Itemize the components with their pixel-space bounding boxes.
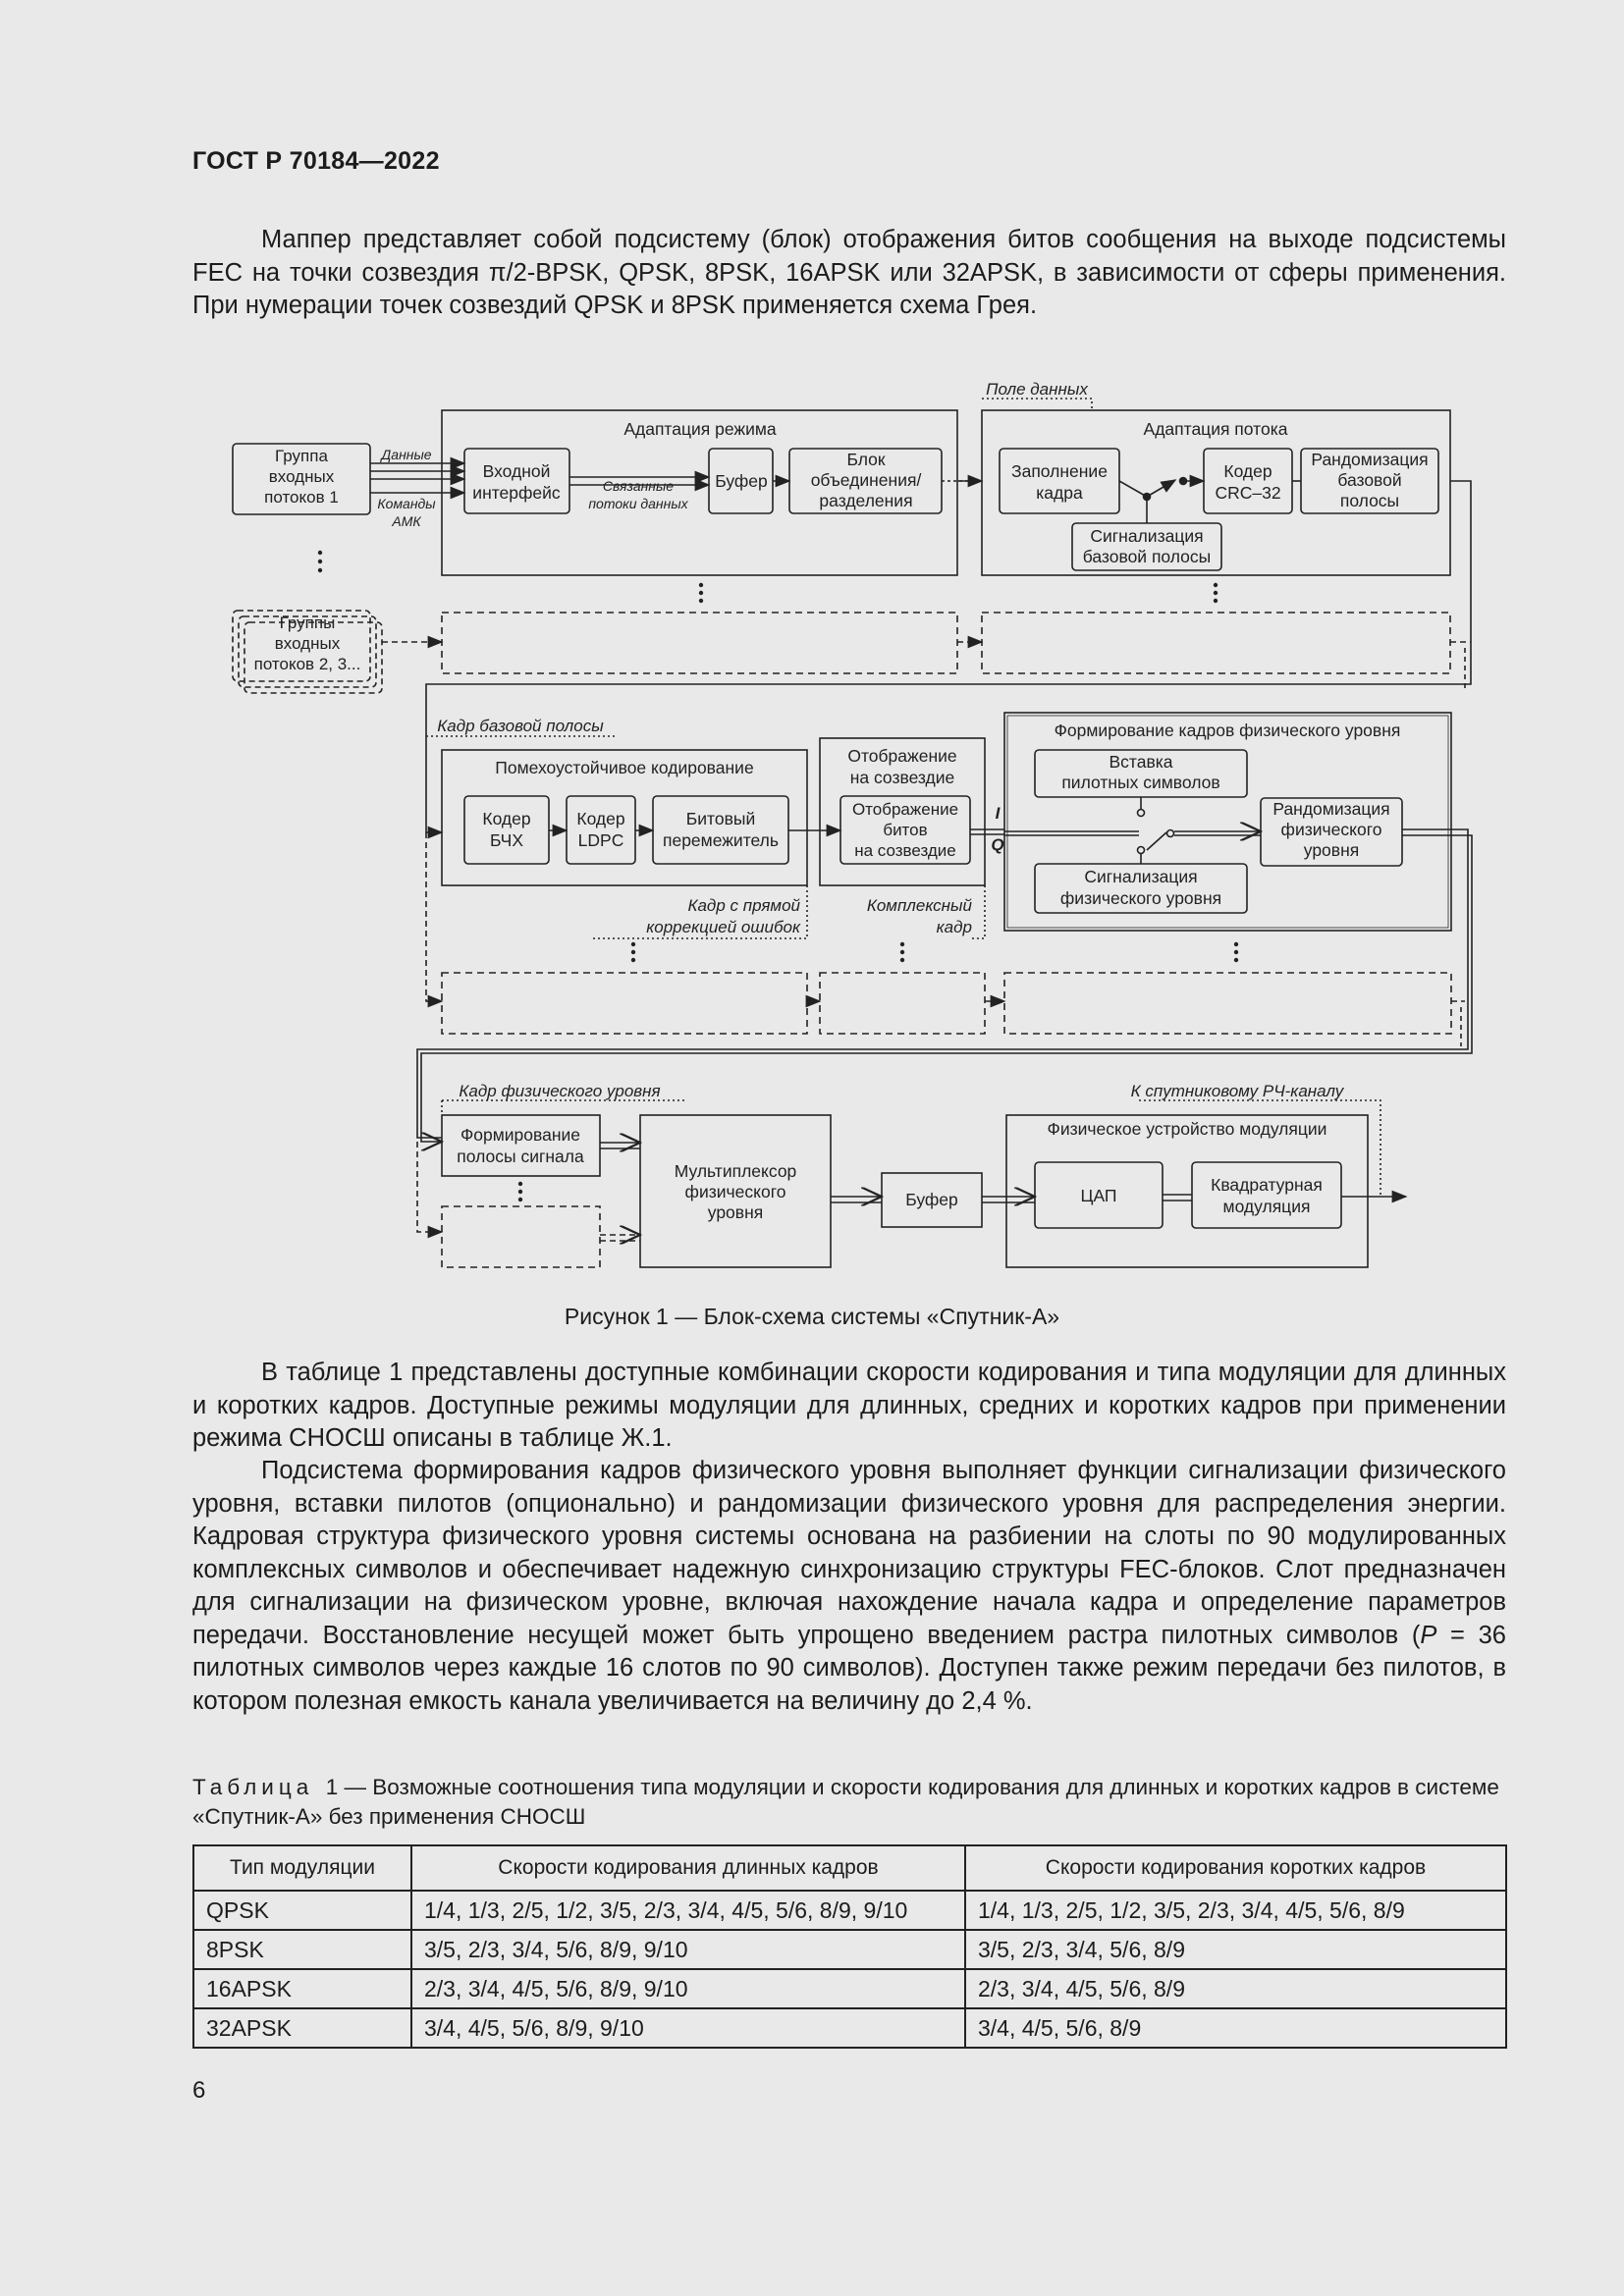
label-stream-adaptation: Адаптация потока — [1143, 419, 1288, 439]
table-row — [193, 2008, 1506, 2048]
label-mode-adaptation: Адаптация режима — [623, 419, 777, 439]
label-bb-filtering: Формирование полосы сигнала — [457, 1125, 584, 1166]
cell-modulation: 32APSK — [193, 2008, 411, 2048]
label-q: Q — [991, 835, 1004, 854]
label-constellation-mapping: Отображение на созвездие — [847, 746, 957, 787]
label-pl-multiplexer: Мультиплексор физического уровня — [674, 1161, 797, 1222]
label-pl-signaling: Сигнализация физического уровня — [1059, 867, 1222, 908]
label-to-rf-channel: К спутниковому РЧ-каналу — [1130, 1082, 1344, 1100]
label-data-field: Поле данных — [986, 380, 1088, 399]
cell-modulation: QPSK — [193, 1891, 411, 1930]
label-fec-frame: Кадр с прямой коррекцией ошибок — [646, 896, 800, 936]
label-frame-filling: Заполнение кадра — [1011, 461, 1108, 503]
paragraph-pl-framing: Подсистема формирования кадров физического уровня выполняет функции сигнализации физического уровня, вставки пилотов (опционально) и рандомизации физического уровня для распределения энергии. Кадровая структура физического уровня системы основана на разбиении на слоты по 90 модулированных комплексных символов и обеспечивает надежную синхронизацию структуры FEC-блоков. Слот предназначен для сигнализации на физическом уровне, включая нахождение начала кадра и определение параметров передачи. Восстановление несущей может быть упрощено введением растра пилотных символов (P = 36 пилотных символов через каждые 16 слотов по 90 символов). Доступен также режим передачи без пилотов, в котором полезная емкость канала увеличивается на величину до 2,4 %. — [192, 1457, 1506, 1715]
label-bch-coder: Кодер БЧХ — [482, 809, 531, 850]
paragraph-table-intro: В таблице 1 представлены доступные комбинации скорости кодирования и типа модуляции для длинных и коротких кадров. Доступные режимы модуляции для длинных, средних и коротких кадров при применении режима СНОСШ описаны в таблице Ж.1. — [192, 1359, 1506, 1452]
table-row — [193, 1891, 1506, 1930]
page-number: 6 — [192, 2077, 206, 2104]
cell-modulation: 8PSK — [193, 1930, 411, 1969]
cell-long-rates: 2/3, 3/4, 4/5, 5/6, 8/9, 9/10 — [411, 1969, 965, 2008]
label-bit-interleaver: Битовый перемежитель — [662, 809, 780, 850]
header-long-frames: Скорости кодирования длинных кадров — [411, 1845, 965, 1891]
paragraph-mapper: Маппер представляет собой подсистему (блок) отображения битов сообщения на выходе подсистемы FEC на точки созвездия π/2-BPSK, QPSK, 8PSK, 16APSK или 32APSK, в зависимости от сферы применения. При нумерации точек созвездий QPSK и 8PSK применяется схема Грея. — [192, 226, 1506, 319]
label-i: I — [995, 804, 1001, 823]
label-fec-coding: Помехоустойчивое кодирование — [495, 758, 754, 777]
label-input-group-1: Группа входных потоков 1 — [264, 447, 339, 507]
cell-short-rates: 1/4, 1/3, 2/5, 1/2, 3/5, 2/3, 3/4, 4/5, 5/6, 8/9 — [965, 1891, 1506, 1930]
label-pl-framing: Формирование кадров физического уровня — [1054, 721, 1401, 740]
label-pl-frame: Кадр физического уровня — [459, 1082, 661, 1100]
label-ldpc-coder: Кодер LDPC — [576, 809, 625, 850]
cell-long-rates: 3/4, 4/5, 5/6, 8/9, 9/10 — [411, 2008, 965, 2048]
label-dac: ЦАП — [1080, 1186, 1117, 1205]
label-pl-randomization: Рандомизация физического уровня — [1272, 799, 1390, 860]
header-short-frames: Скорости кодирования коротких кадров — [965, 1845, 1506, 1891]
label-buffer: Буфер — [715, 471, 768, 491]
label-complex-frame: Комплексный кадр — [866, 896, 972, 936]
label-bb-frame: Кадр базовой полосы — [437, 717, 604, 735]
label-modulator-device: Физическое устройство модуляции — [1047, 1119, 1327, 1139]
table-header-row — [193, 1845, 1506, 1891]
table-caption: Таблица 1 — Возможные соотношения типа модуляции и скорости кодирования для длинных и коротких кадров в системе «Спутник-А» без применения СНОСШ — [192, 1775, 1499, 1829]
document-header: ГОСТ Р 70184—2022 — [192, 147, 440, 175]
cell-short-rates: 3/5, 2/3, 3/4, 5/6, 8/9 — [965, 1930, 1506, 1969]
label-input-interface: Входной интерфейс — [472, 461, 561, 503]
label-bb-randomization: Рандомизация базовой полосы — [1311, 450, 1429, 510]
label-commands: Команды АМК — [377, 496, 436, 529]
label-pilot-insertion: Вставка пилотных символов — [1061, 752, 1220, 792]
label-buffer2: Буфер — [905, 1190, 958, 1209]
table-row — [193, 1969, 1506, 2008]
figure-caption: Рисунок 1 — Блок-схема системы «Спутник-А» — [564, 1304, 1060, 1329]
cell-long-rates: 1/4, 1/3, 2/5, 1/2, 3/5, 2/3, 3/4, 4/5, 5/6, 8/9, 9/10 — [411, 1891, 965, 1930]
cell-short-rates: 2/3, 3/4, 4/5, 5/6, 8/9 — [965, 1969, 1506, 2008]
label-crc-coder: Кодер CRC–32 — [1215, 461, 1281, 503]
label-merge-split: Блок объединения/ разделения — [810, 450, 922, 510]
label-data-arrow: Данные — [381, 447, 432, 462]
label-bit-mapping: Отображение битов на созвездие — [851, 800, 959, 860]
modulation-coding-table — [192, 1844, 1507, 2049]
cell-short-rates: 3/4, 4/5, 5/6, 8/9 — [965, 2008, 1506, 2048]
table-row — [193, 1930, 1506, 1969]
header-modulation: Тип модуляции — [193, 1845, 411, 1891]
cell-long-rates: 3/5, 2/3, 3/4, 5/6, 8/9, 9/10 — [411, 1930, 965, 1969]
label-quadrature-modulation: Квадратурная модуляция — [1211, 1175, 1323, 1216]
label-input-groups-2: Группы входных потоков 2, 3... — [253, 614, 361, 673]
label-linked-streams: Связанные потоки данных — [588, 478, 688, 511]
label-bb-signaling: Сигнализация базовой полосы — [1082, 526, 1212, 566]
cell-modulation: 16APSK — [193, 1969, 411, 2008]
